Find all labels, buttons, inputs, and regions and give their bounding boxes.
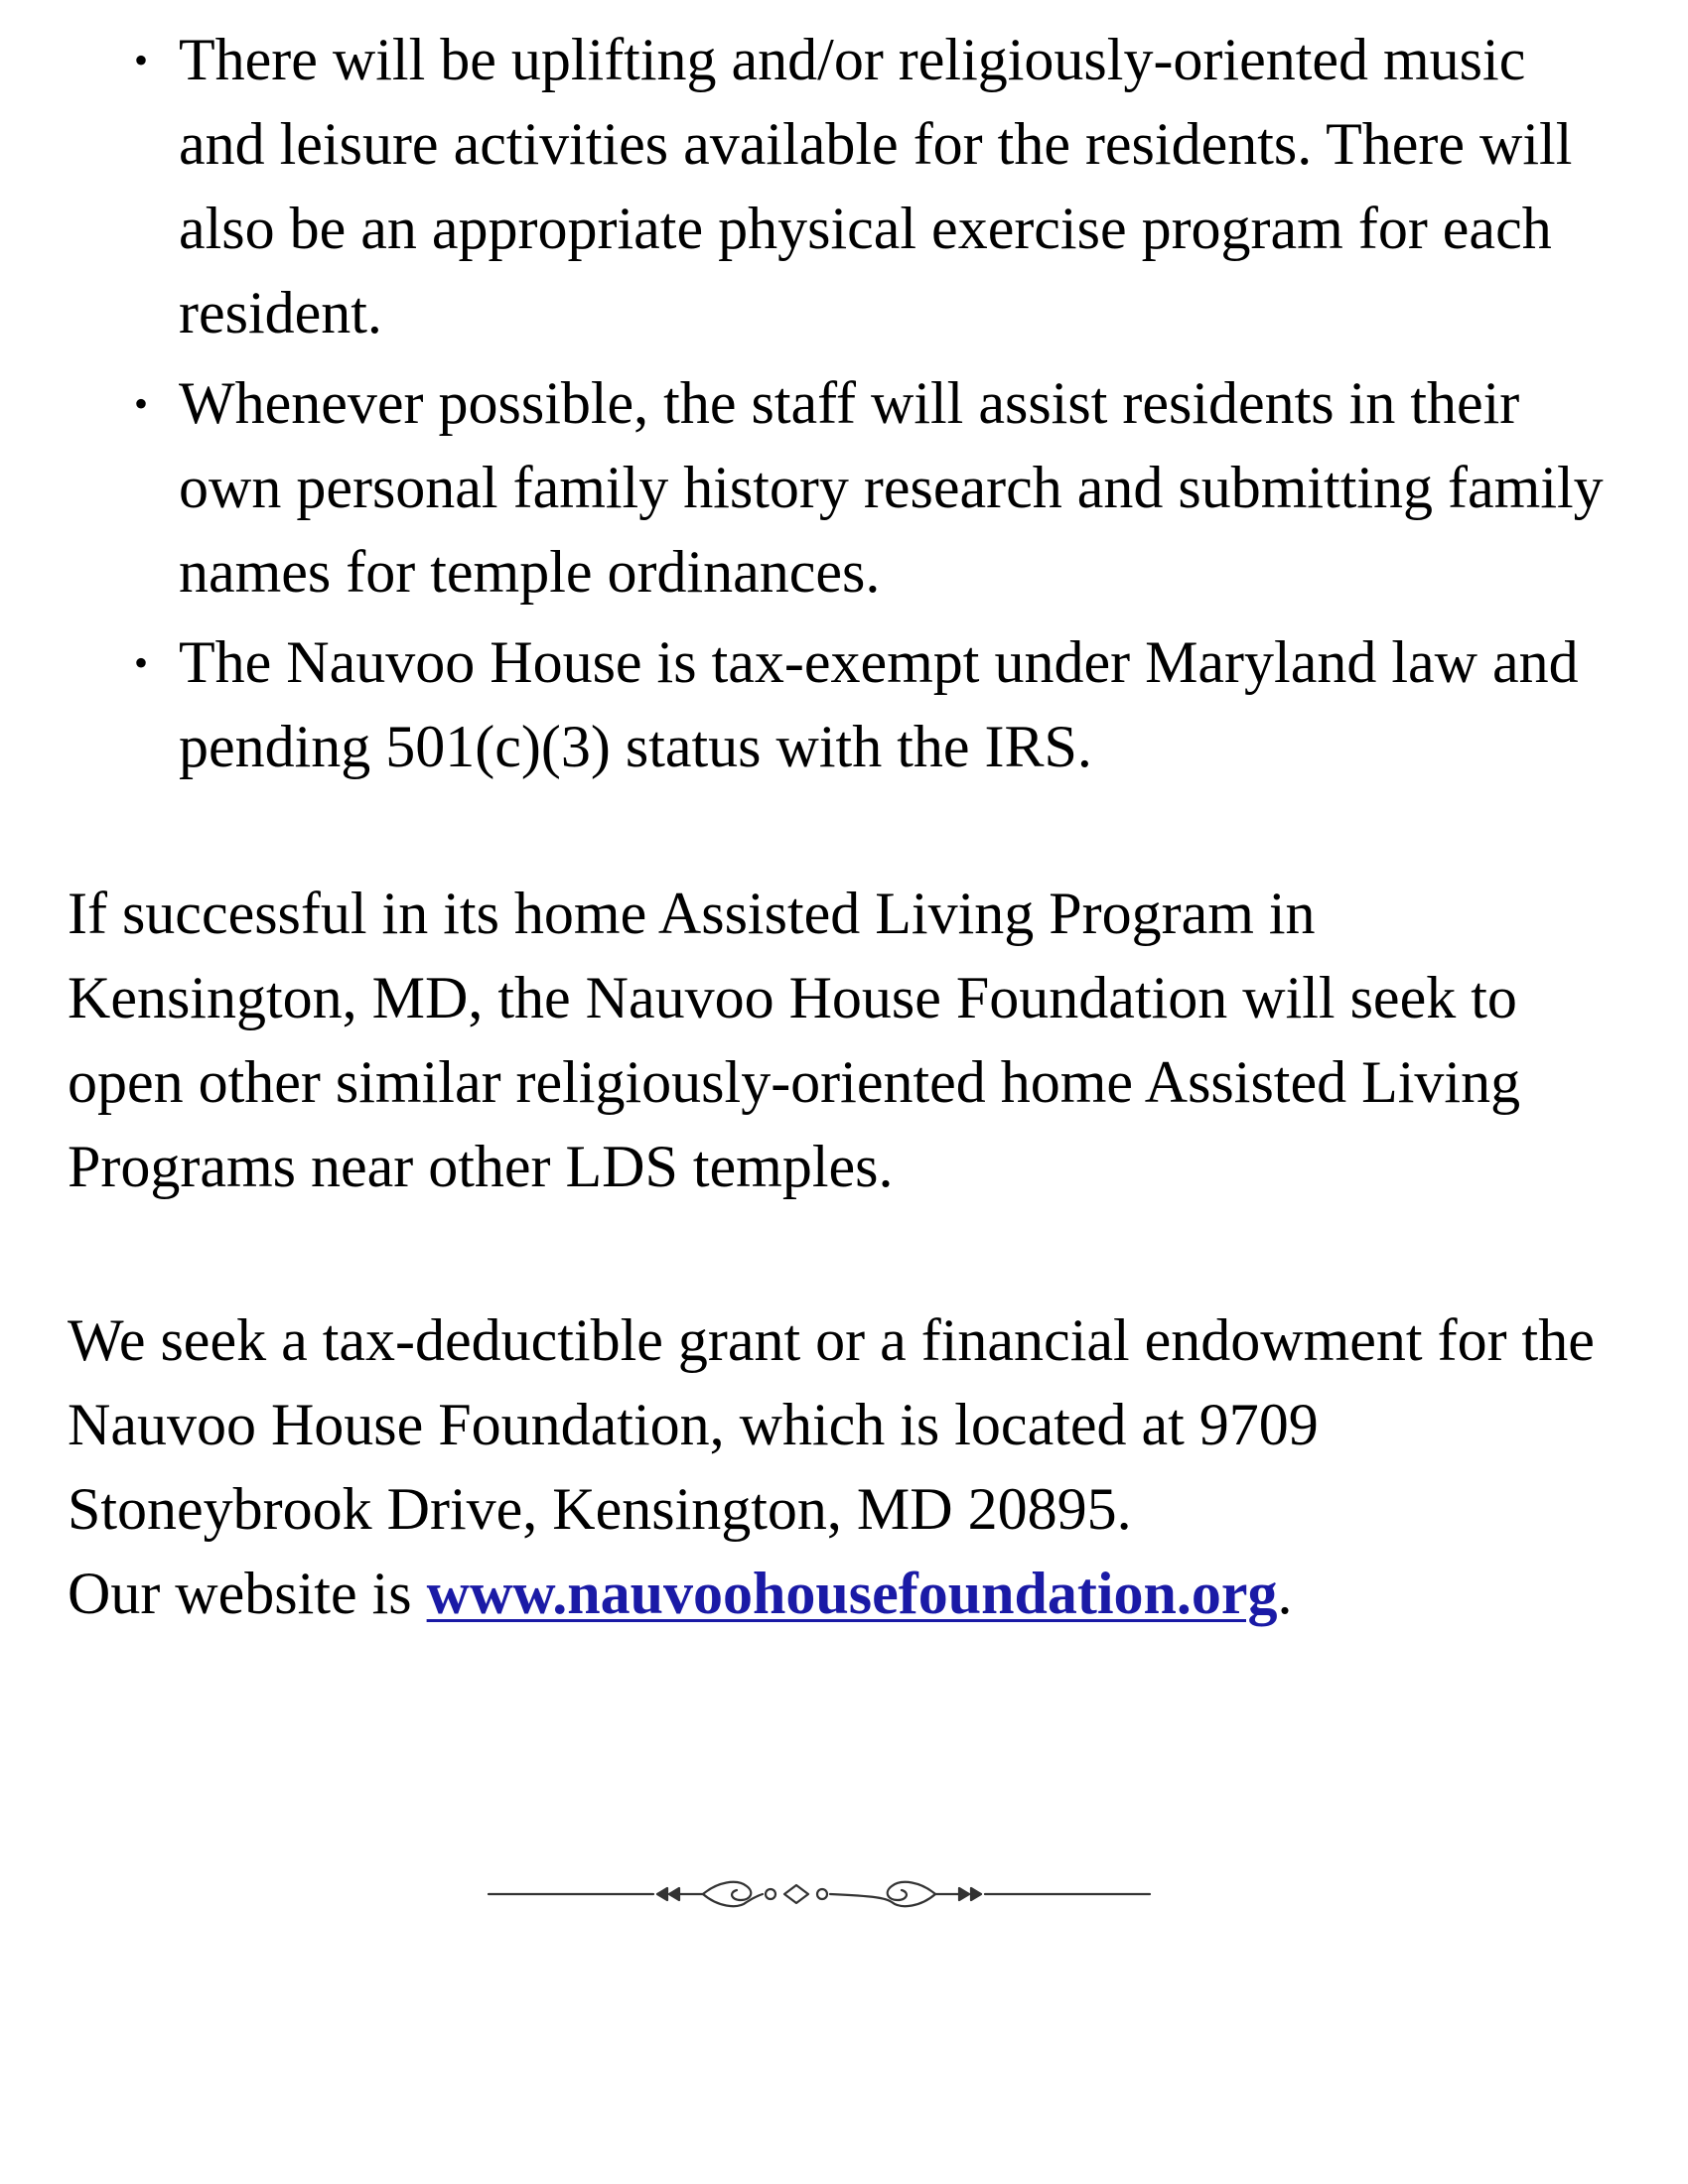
grant-request-paragraph bbox=[68, 1298, 1617, 1636]
decorative-divider-icon bbox=[487, 1864, 1152, 1924]
bullet-item-activities bbox=[133, 18, 1609, 355]
website-suffix: . bbox=[1277, 1561, 1293, 1626]
bullet-text: The Nauvoo House is tax-exempt under Maryland law and pending 501(c)(3) status with the IRS. bbox=[179, 629, 1579, 779]
bullet-icon: • bbox=[133, 640, 148, 685]
bullet-item-family-history bbox=[133, 361, 1609, 614]
grant-request-text: We seek a tax-deductible grant or a financial endowment for the Nauvoo House Foundation, which is located at 9709 Stoneybrook Drive, Kensington, MD 20895. bbox=[68, 1307, 1595, 1542]
website-prefix: Our website is bbox=[68, 1561, 427, 1626]
bullet-text: Whenever possible, the staff will assist residents in their own personal family history research and submitting family names for temple ordinances. bbox=[179, 370, 1604, 605]
bullet-item-tax-status bbox=[133, 620, 1609, 789]
bullet-icon: • bbox=[133, 38, 148, 82]
bullet-icon: • bbox=[133, 381, 148, 426]
website-link[interactable]: www.nauvoohousefoundation.org bbox=[426, 1561, 1278, 1626]
feature-bullet-list bbox=[133, 18, 1609, 795]
expansion-paragraph: If successful in its home Assisted Living Program in Kensington, MD, the Nauvoo House Foundation will seek to open other similar religiously-oriented home Assisted Living Programs near other LDS temples. bbox=[68, 881, 1521, 1199]
bullet-text: There will be uplifting and/or religiously-oriented music and leisure activities available for the residents. There will also be an appropriate physical exercise program for each resident. bbox=[179, 27, 1573, 345]
